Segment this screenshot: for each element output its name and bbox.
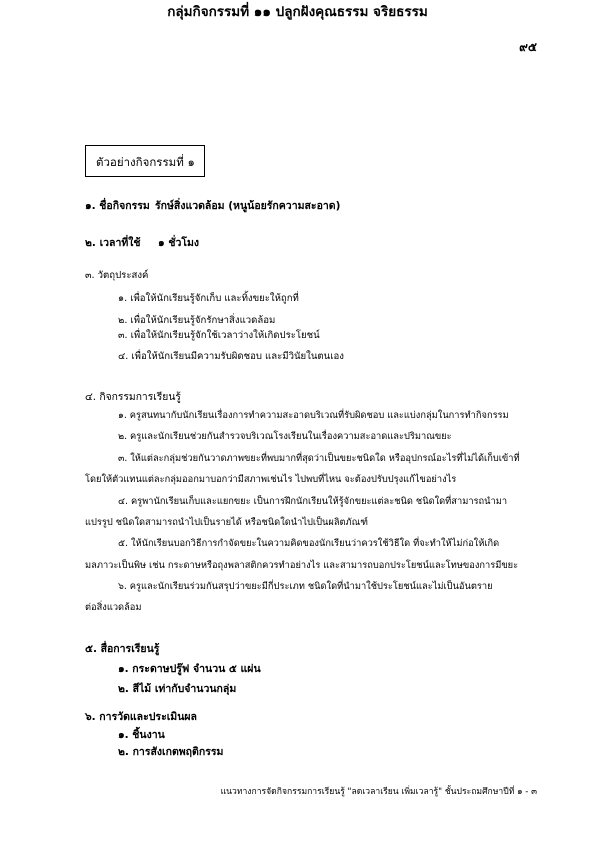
objective-item: ๓. เพื่อให้นักเรียนรู้จักใช้เวลาว่างให้เกิดประโยชน์ (118, 330, 320, 341)
time-used-value: ๑ ชั่วโมง (158, 237, 200, 249)
learning-media-heading: ๕. สื่อการเรียนรู้ (85, 643, 160, 655)
page-footer: แนวทางการจัดกิจกรรมการเรียนรู้ "ลดเวลาเรียน เพิ่มเวลารู้" ชั้นประถมศึกษาปีที่ ๑ - ๓ (220, 787, 537, 797)
learning-step-6-line1: ๖. ครูและนักเรียนร่วมกันสรุปว่าขยะมีกี่ประเภท ชนิดใดที่นำมาใช้ประโยชน์และไม่เป็นอันตราย (118, 581, 493, 592)
objectives-heading: ๓. วัตถุประสงค์ (85, 270, 149, 281)
activity-name-value: รักษ์สิ่งแวดล้อม (หนูน้อยรักความสะอาด) (155, 200, 341, 212)
objective-item: ๔. เพื่อให้นักเรียนมีความรับผิดชอบ และมีวินัยในตนเอง (118, 351, 344, 362)
evaluation-heading: ๖. การวัดและประเมินผล (85, 711, 197, 723)
time-used-label: ๒. เวลาที่ใช้ (85, 237, 141, 249)
page-number: ๙๕ (519, 40, 537, 54)
evaluation-item: ๒. การสังเกตพฤติกรรม (118, 746, 224, 758)
learning-step-6-line2: ต่อสิ่งแวดล้อม (85, 602, 142, 613)
learning-step-3-line2: โดยให้ตัวแทนแต่ละกลุ่มออกมาบอกว่ามีสภาพเช่นไร ไปพบที่ไหน จะต้องปรับปรุงแก้ไขอย่างไร (85, 474, 457, 485)
activity-example-label: ตัวอย่างกิจกรรมที่ ๑ (96, 155, 195, 169)
evaluation-item: ๑. ชิ้นงาน (118, 729, 165, 741)
learning-activities-heading: ๔. กิจกรรมการเรียนรู้ (85, 391, 181, 403)
learning-media-item: ๒. สีไม้ เท่ากับจำนวนกลุ่ม (118, 683, 237, 695)
learning-step-3-line1: ๓. ให้แต่ละกลุ่มช่วยกันวาดภาพขยะที่พบมากที่สุดว่าเป็นขยะชนิดใด หรืออุปกรณ์อะไรที่ไม่ได้เก็บเข้าที่ (118, 453, 520, 464)
learning-step-5-line1: ๕. ให้นักเรียนบอกวิธีการกำจัดขยะในความคิดของนักเรียนว่าควรใช้วิธีใด ที่จะทำให้ไม่ก่อให้เกิด (118, 538, 500, 549)
learning-media-item: ๑. กระดาษปรู๊ฟ จำนวน ๕ แผ่น (118, 663, 261, 675)
activity-name-label: ๑. ชื่อกิจกรรม (85, 200, 150, 212)
objective-item: ๒. เพื่อให้นักเรียนรู้จักรักษาสิ่งแวดล้อม (118, 315, 276, 326)
learning-step-2: ๒. ครูและนักเรียนช่วยกันสำรวจบริเวณโรงเรียนในเรื่องความสะอาดและปริมาณขยะ (118, 431, 452, 442)
learning-step-1: ๑. ครูสนทนากับนักเรียนเรื่องการทำความสะอาดบริเวณที่รับผิดชอบ และแบ่งกลุ่มในการทำกิจกรรม (118, 410, 509, 421)
learning-step-5-line2: มลภาวะเป็นพิษ เช่น กระดาษหรือถุงพลาสติกควรทำอย่างไร และสามารถบอกประโยชน์และโทษของการมีขยะ (85, 560, 519, 571)
objective-item: ๑. เพื่อให้นักเรียนรู้จักเก็บ และทิ้งขยะให้ถูกที่ (118, 293, 299, 304)
learning-step-4-line1: ๔. ครูพานักเรียนเก็บและแยกขยะ เป็นการฝึกนักเรียนให้รู้จักขยะแต่ละชนิด ชนิดใดที่สามารถนำมา (118, 496, 508, 507)
page-title: กลุ่มกิจกรรมที่ ๑๑ ปลูกฝังคุณธรรม จริยธรรม (167, 4, 428, 20)
activity-example-box (85, 145, 205, 177)
learning-step-4-line2: แปรรูป ชนิดใดสามารถนำไปเป็นรายได้ หรือชนิดใดนำไปเป็นผลิตภัณฑ์ (85, 517, 369, 528)
